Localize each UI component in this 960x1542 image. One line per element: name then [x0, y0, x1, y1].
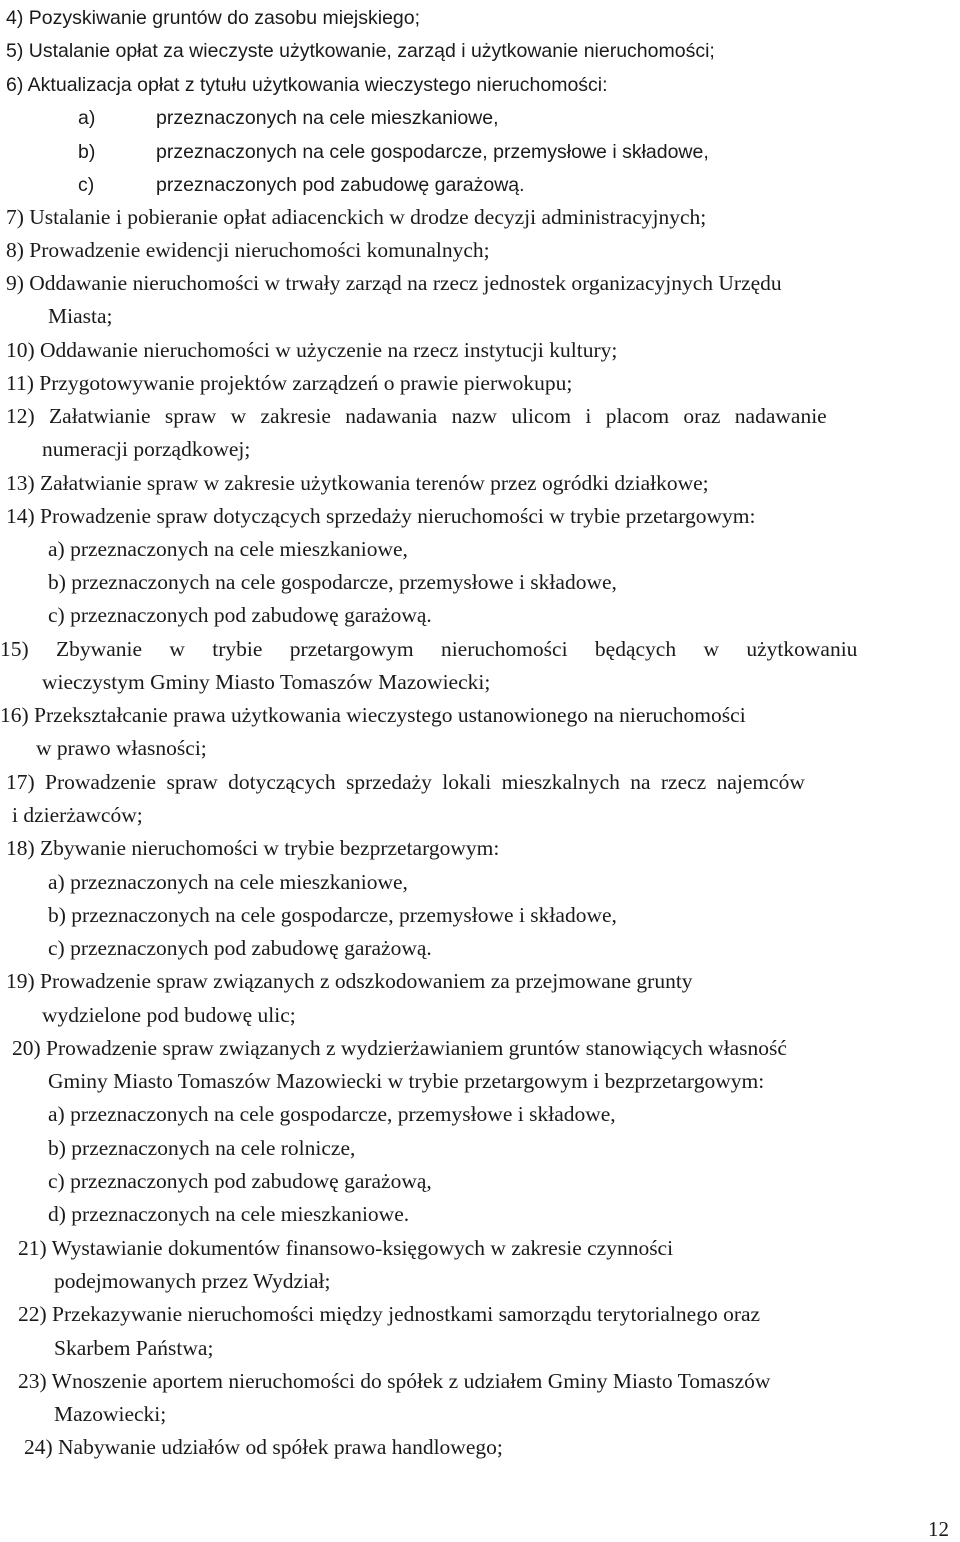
- item-17-cont: i dzierżawców;: [12, 803, 143, 827]
- item-7: 7) Ustalanie i pobieranie opłat adiacenckich w drodze decyzji administracyjnych;: [6, 205, 707, 229]
- item-23-cont: Mazowiecki;: [54, 1402, 167, 1426]
- item-6: 6) Aktualizacja opłat z tytułu użytkowania wieczystego nieruchomości:: [6, 74, 608, 96]
- subitem-6a: przeznaczonych na cele mieszkaniowe,: [156, 107, 499, 129]
- subitem-14b: b) przeznaczonych na cele gospodarcze, przemysłowe i składowe,: [48, 570, 617, 594]
- item-21-cont: podejmowanych przez Wydział;: [54, 1269, 331, 1293]
- item-4: 4) Pozyskiwanie gruntów do zasobu miejskiego;: [6, 7, 421, 29]
- subitem-20c: c) przeznaczonych pod zabudowę garażową,: [48, 1169, 432, 1193]
- subitem-6a-marker: a): [78, 107, 96, 129]
- subitem-18b: b) przeznaczonych na cele gospodarcze, przemysłowe i składowe,: [48, 903, 617, 927]
- item-13: 13) Załatwianie spraw w zakresie użytkowania terenów przez ogródki działkowe;: [6, 471, 709, 495]
- item-20-cont: Gminy Miasto Tomaszów Mazowiecki w trybie przetargowym i bezprzetargowym:: [48, 1069, 765, 1093]
- item-22-cont: Skarbem Państwa;: [54, 1336, 214, 1360]
- subitem-6c: przeznaczonych pod zabudowę garażową.: [156, 174, 525, 196]
- item-14: 14) Prowadzenie spraw dotyczących sprzedaży nieruchomości w trybie przetargowym:: [6, 504, 756, 528]
- subitem-6c-marker: c): [78, 174, 95, 196]
- subitem-6b: przeznaczonych na cele gospodarcze, przemysłowe i składowe,: [156, 141, 709, 163]
- subitem-20b: b) przeznaczonych na cele rolnicze,: [48, 1136, 356, 1160]
- subitem-14c: c) przeznaczonych pod zabudowę garażową.: [48, 603, 432, 627]
- subitem-18c: c) przeznaczonych pod zabudowę garażową.: [48, 936, 432, 960]
- item-15-cont: wieczystym Gminy Miasto Tomaszów Mazowiecki;: [42, 670, 491, 694]
- item-9: 9) Oddawanie nieruchomości w trwały zarząd na rzecz jednostek organizacyjnych Urzędu: [6, 271, 782, 295]
- item-20: 20) Prowadzenie spraw związanych z wydzierżawianiem gruntów stanowiących własność: [12, 1036, 787, 1060]
- item-8: 8) Prowadzenie ewidencji nieruchomości komunalnych;: [6, 238, 490, 262]
- item-12-cont: numeracji porządkowej;: [42, 437, 251, 461]
- item-19: 19) Prowadzenie spraw związanych z odszkodowaniem za przejmowane grunty: [6, 969, 693, 993]
- item-12: 12) Załatwianie spraw w zakresie nadawania nazw ulicom i placom oraz nadawanie: [6, 404, 827, 428]
- page-number: 12: [928, 1517, 949, 1541]
- item-16-cont: w prawo własności;: [36, 736, 207, 760]
- subitem-6b-marker: b): [78, 141, 96, 163]
- subitem-20a: a) przeznaczonych na cele gospodarcze, przemysłowe i składowe,: [48, 1102, 616, 1126]
- item-5: 5) Ustalanie opłat za wieczyste użytkowanie, zarząd i użytkowanie nieruchomości;: [6, 40, 715, 62]
- item-21: 21) Wystawianie dokumentów finansowo-księgowych w zakresie czynności: [18, 1236, 674, 1260]
- subitem-20d: d) przeznaczonych na cele mieszkaniowe.: [48, 1202, 410, 1226]
- item-22: 22) Przekazywanie nieruchomości między jednostkami samorządu terytorialnego oraz: [18, 1302, 761, 1326]
- item-18: 18) Zbywanie nieruchomości w trybie bezprzetargowym:: [6, 836, 500, 860]
- item-24: 24) Nabywanie udziałów od spółek prawa handlowego;: [24, 1435, 503, 1459]
- item-9-cont: Miasta;: [48, 304, 113, 328]
- item-15: 15) Zbywanie w trybie przetargowym nieruchomości będących w użytkowaniu: [0, 637, 858, 661]
- item-19-cont: wydzielone pod budowę ulic;: [42, 1003, 296, 1027]
- item-11: 11) Przygotowywanie projektów zarządzeń o prawie pierwokupu;: [6, 371, 573, 395]
- item-17: 17) Prowadzenie spraw dotyczących sprzedaży lokali mieszkalnych na rzecz najemców: [6, 770, 805, 794]
- subitem-14a: a) przeznaczonych na cele mieszkaniowe,: [48, 537, 408, 561]
- item-16: 16) Przekształcanie prawa użytkowania wieczystego ustanowionego na nieruchomości: [0, 703, 746, 727]
- subitem-18a: a) przeznaczonych na cele mieszkaniowe,: [48, 870, 408, 894]
- item-23: 23) Wnoszenie aportem nieruchomości do spółek z udziałem Gminy Miasto Tomaszów: [18, 1369, 771, 1393]
- item-10: 10) Oddawanie nieruchomości w użyczenie na rzecz instytucji kultury;: [6, 338, 618, 362]
